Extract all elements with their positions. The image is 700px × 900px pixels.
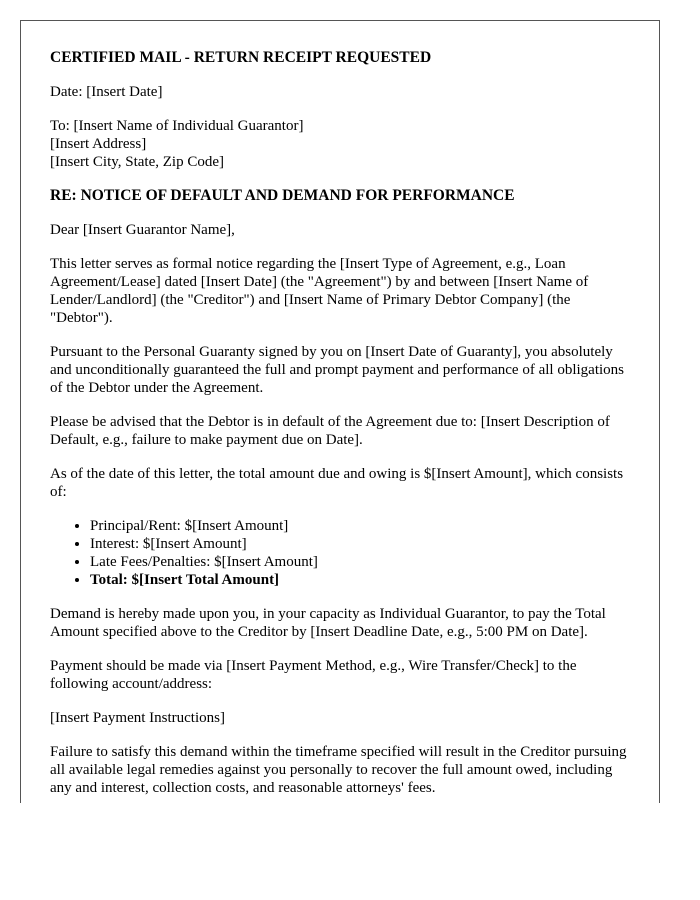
guaranty-paragraph: Pursuant to the Personal Guaranty signed by you on [Insert Date of Guaranty], you absolutely and unconditionally guaranteed the full and prompt payment and performance of all obligations of the Debtor under the Agreement.: [50, 344, 624, 396]
date-line: Date: [Insert Date]: [50, 84, 163, 100]
salutation: Dear [Insert Guarantor Name],: [50, 222, 235, 238]
default-paragraph: Please be advised that the Debtor is in default of the Agreement due to: [Insert Description of Default, e.g., failure to make payment due on Date].: [50, 414, 610, 448]
total-amount-item: • Total: $[Insert Total Amount]: [90, 571, 635, 589]
letter-page: [20, 20, 660, 803]
mail-header: CERTIFIED MAIL - RETURN RECEIPT REQUESTED: [50, 49, 432, 66]
payment-method-paragraph: Payment should be made via [Insert Payment Method, e.g., Wire Transfer/Check] to the following account/address:: [50, 658, 577, 692]
list-item: • Late Fees/Penalties: $[Insert Amount]: [90, 553, 635, 571]
amount-due-paragraph: As of the date of this letter, the total amount due and owing is $[Insert Amount], which consists of:: [50, 466, 624, 500]
address-line-3: [Insert City, State, Zip Code]: [50, 154, 224, 170]
subject-line: RE: NOTICE OF DEFAULT AND DEMAND FOR PERFORMANCE: [50, 187, 515, 204]
letter-body: [50, 49, 635, 803]
demand-paragraph: Demand is hereby made upon you, in your capacity as Individual Guarantor, to pay the Total Amount specified above to the Creditor by [Insert Deadline Date, e.g., 5:00 PM on Date].: [50, 606, 606, 640]
intro-paragraph: This letter serves as formal notice regarding the [Insert Type of Agreement, e.g., Loan Agreement/Lease] dated [Insert Date] (the "Agreement") by and between [Insert Name of Lender/Landlord] (the "Creditor") and [Insert Name of Primary Debtor Company] (the "Debtor").: [50, 256, 589, 326]
address-line-2: [Insert Address]: [50, 136, 147, 152]
recipient-address: [50, 117, 635, 171]
charges-list: [50, 517, 635, 589]
failure-paragraph: Failure to satisfy this demand within the timeframe specified will result in the Creditor pursuing all available legal remedies against you personally to recover the full amount owed, including any and interest, collection costs, and reasonable attorneys' fees.: [50, 744, 627, 796]
payment-instructions: [Insert Payment Instructions]: [50, 710, 225, 726]
address-line-1: To: [Insert Name of Individual Guarantor]: [50, 118, 304, 134]
list-item: • Principal/Rent: $[Insert Amount]: [90, 517, 635, 535]
list-item: • Interest: $[Insert Amount]: [90, 535, 635, 553]
